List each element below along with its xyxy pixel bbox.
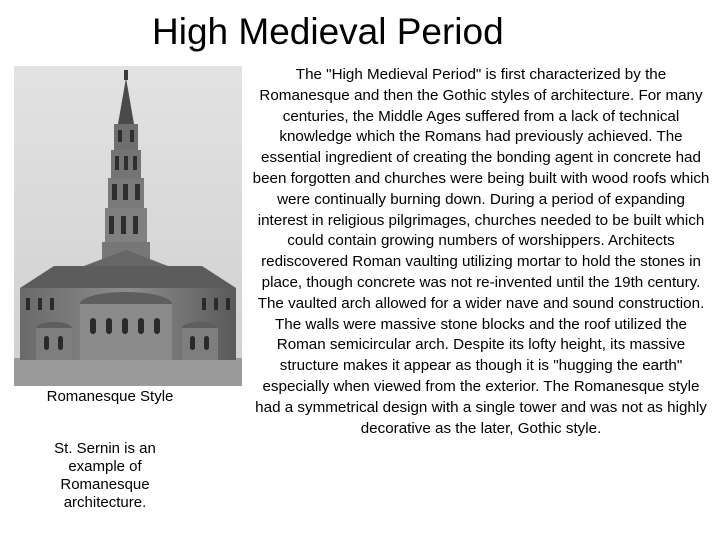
photo-caption-example: St. Sernin is an example of Romanesque architecture. <box>54 440 156 511</box>
basilica-photo <box>14 66 242 386</box>
slide-title: High Medieval Period <box>152 11 504 52</box>
photo-caption-style: Romanesque Style <box>46 388 174 405</box>
slide-body-text: The "High Medieval Period" is first characterized by the Romanesque and then the Gothic styles of architecture. For many centuries, the Middle Ages suffered from a lack of technical knowledge which the Romans had previously achieved. The essential ingredient of creating the bonding agent in concrete had been forgotten and churches were being built with wood roofs which were continually burning down. During a period of expanding interest in religious pilgrimages, churches needed to be built which could contain growing numbers of worshippers. Architects rediscovered Roman vaulting utilizing mortar to hold the stones in place, though concrete was not re-invented until the 19th century. The vaulted arch allowed for a wider nave and sound construction. The walls were massive stone blocks and the roof utilized the Roman semicircular arch. Despite its lofty height, its massive structure makes it appear as though it is "hugging the earth" especially when viewed from the exterior. The Romanesque style had a symmetrical design with a single tower and was not as highly decorative as the later, Gothic style. <box>252 66 710 437</box>
